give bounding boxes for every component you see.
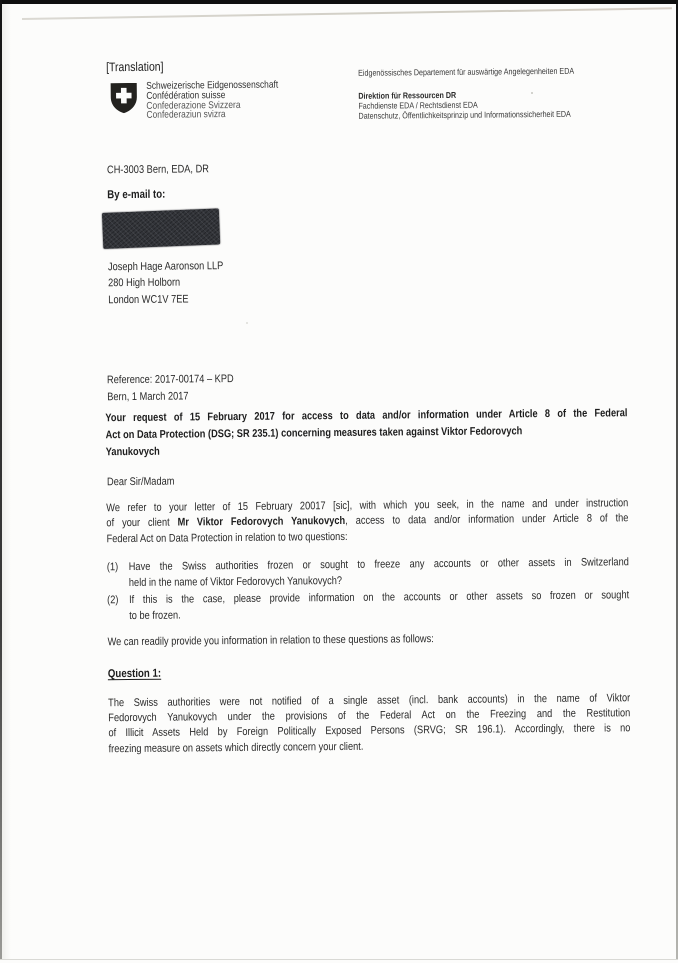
scan-edge-left: [0, 0, 2, 960]
question1-heading-wrap: [108, 662, 678, 680]
intro-line2-post: , access to data and/or information under Article 8 of the: [345, 512, 629, 528]
question-item-1-cont: held in the name of Viktor Fedorovych Yanukovych?: [128, 574, 343, 590]
translation-label: [Translation]: [105, 59, 164, 75]
delivery-label-wrap: [107, 183, 678, 201]
salutation: Dear Sir/Madam: [106, 475, 175, 489]
delivery-label: By e-mail to:: [107, 188, 166, 202]
question1-line: The Swiss authorities were not notified of a single asset (incl. bank accounts) in the name of Viktor: [108, 692, 631, 710]
question-text: Have the Swiss authorities frozen or sought to freeze any accounts or other assets in Switzerland: [128, 556, 629, 574]
swiss-coat-of-arms-icon: [109, 81, 138, 115]
sender-line: CH-3003 Bern, EDA, DR: [106, 163, 209, 177]
question1-line: of Illicit Assets Held by Foreign Politically Exposed Persons (SRVG; SR 196.1). Accordingly, there is no: [108, 722, 631, 740]
intro-paragraph: [106, 495, 678, 547]
datenschutz-line: Datenschutz, Öffentlichkeitsprinzip und Informationssicherheit EDA: [358, 108, 571, 121]
direktion-line: Direktion für Ressourcen DR: [358, 89, 457, 101]
question-item-2-cont: to be frozen.: [129, 609, 181, 623]
question-text: If this is the case, please provide information on the accounts or other assets so frozen or sought: [128, 589, 630, 607]
question-number: (1): [106, 561, 119, 574]
reference-line: Reference: 2017-00174 – KPD: [106, 373, 234, 387]
recipient-address: [108, 253, 678, 308]
subject-heading: [105, 404, 678, 460]
sender-line-wrap: [107, 157, 678, 178]
place-date-line: Bern, 1 March 2017: [107, 390, 189, 404]
question1-paragraph: [108, 690, 678, 757]
recipient-street: 280 High Holborn: [108, 276, 181, 290]
wordmark-line: Confédération suisse: [146, 89, 226, 102]
intro-line: Federal Act on Data Protection in relation to two questions:: [106, 530, 348, 546]
subject-line: Act on Data Protection (DSG; SR 235.1) concerning measures taken against Viktor Fedorovych: [105, 425, 523, 442]
wordmark-line: Schweizerische Eidgenossenschaft: [146, 79, 279, 92]
reference-block: [107, 366, 678, 406]
salutation-wrap: [107, 469, 678, 490]
intro-line2-pre: of your client: [106, 516, 178, 530]
client-name-bold: Mr Viktor Fedorovych Yanukovych: [177, 515, 346, 529]
redaction-block: [102, 208, 220, 249]
question-list: [107, 553, 678, 624]
question-number: (2): [107, 594, 119, 607]
transition-wrap: [107, 629, 678, 650]
department-line: Eidgenössisches Departement für auswärtige Angelegenheiten EDA: [358, 65, 575, 78]
fachdienste-line: Fachdienste EDA / Rechtsdienst EDA: [358, 99, 478, 111]
intro-line: We refer to your letter of 15 February 20017 [sic], with which you seek, in the name and under instruction: [106, 497, 629, 515]
recipient-name: Joseph Hage Aaronson LLP: [107, 260, 224, 274]
wordmark-line: Confederaziun svizra: [146, 109, 226, 122]
transition-line: We can readily provide you information in relation to these questions as follows:: [107, 633, 434, 649]
question1-heading: Question 1:: [107, 667, 162, 681]
question1-line: Fedorovych Yanukovych under the provisions of the Federal Act on the Freezing and the Restitution: [108, 707, 631, 725]
wordmark-line: Confederazione Svizzera: [146, 99, 241, 112]
letterhead-right: [358, 62, 678, 121]
recipient-city: London WC1V 7EE: [108, 293, 189, 307]
question1-line: freezing measure on assets which directly concern your client.: [108, 740, 364, 755]
scan-frame-top: [0, 0, 678, 4]
subject-line: Yanukovych: [105, 445, 160, 458]
subject-line: Your request of 15 February 2017 for access to data and/or information under Article 8 of the Federal: [105, 407, 628, 425]
